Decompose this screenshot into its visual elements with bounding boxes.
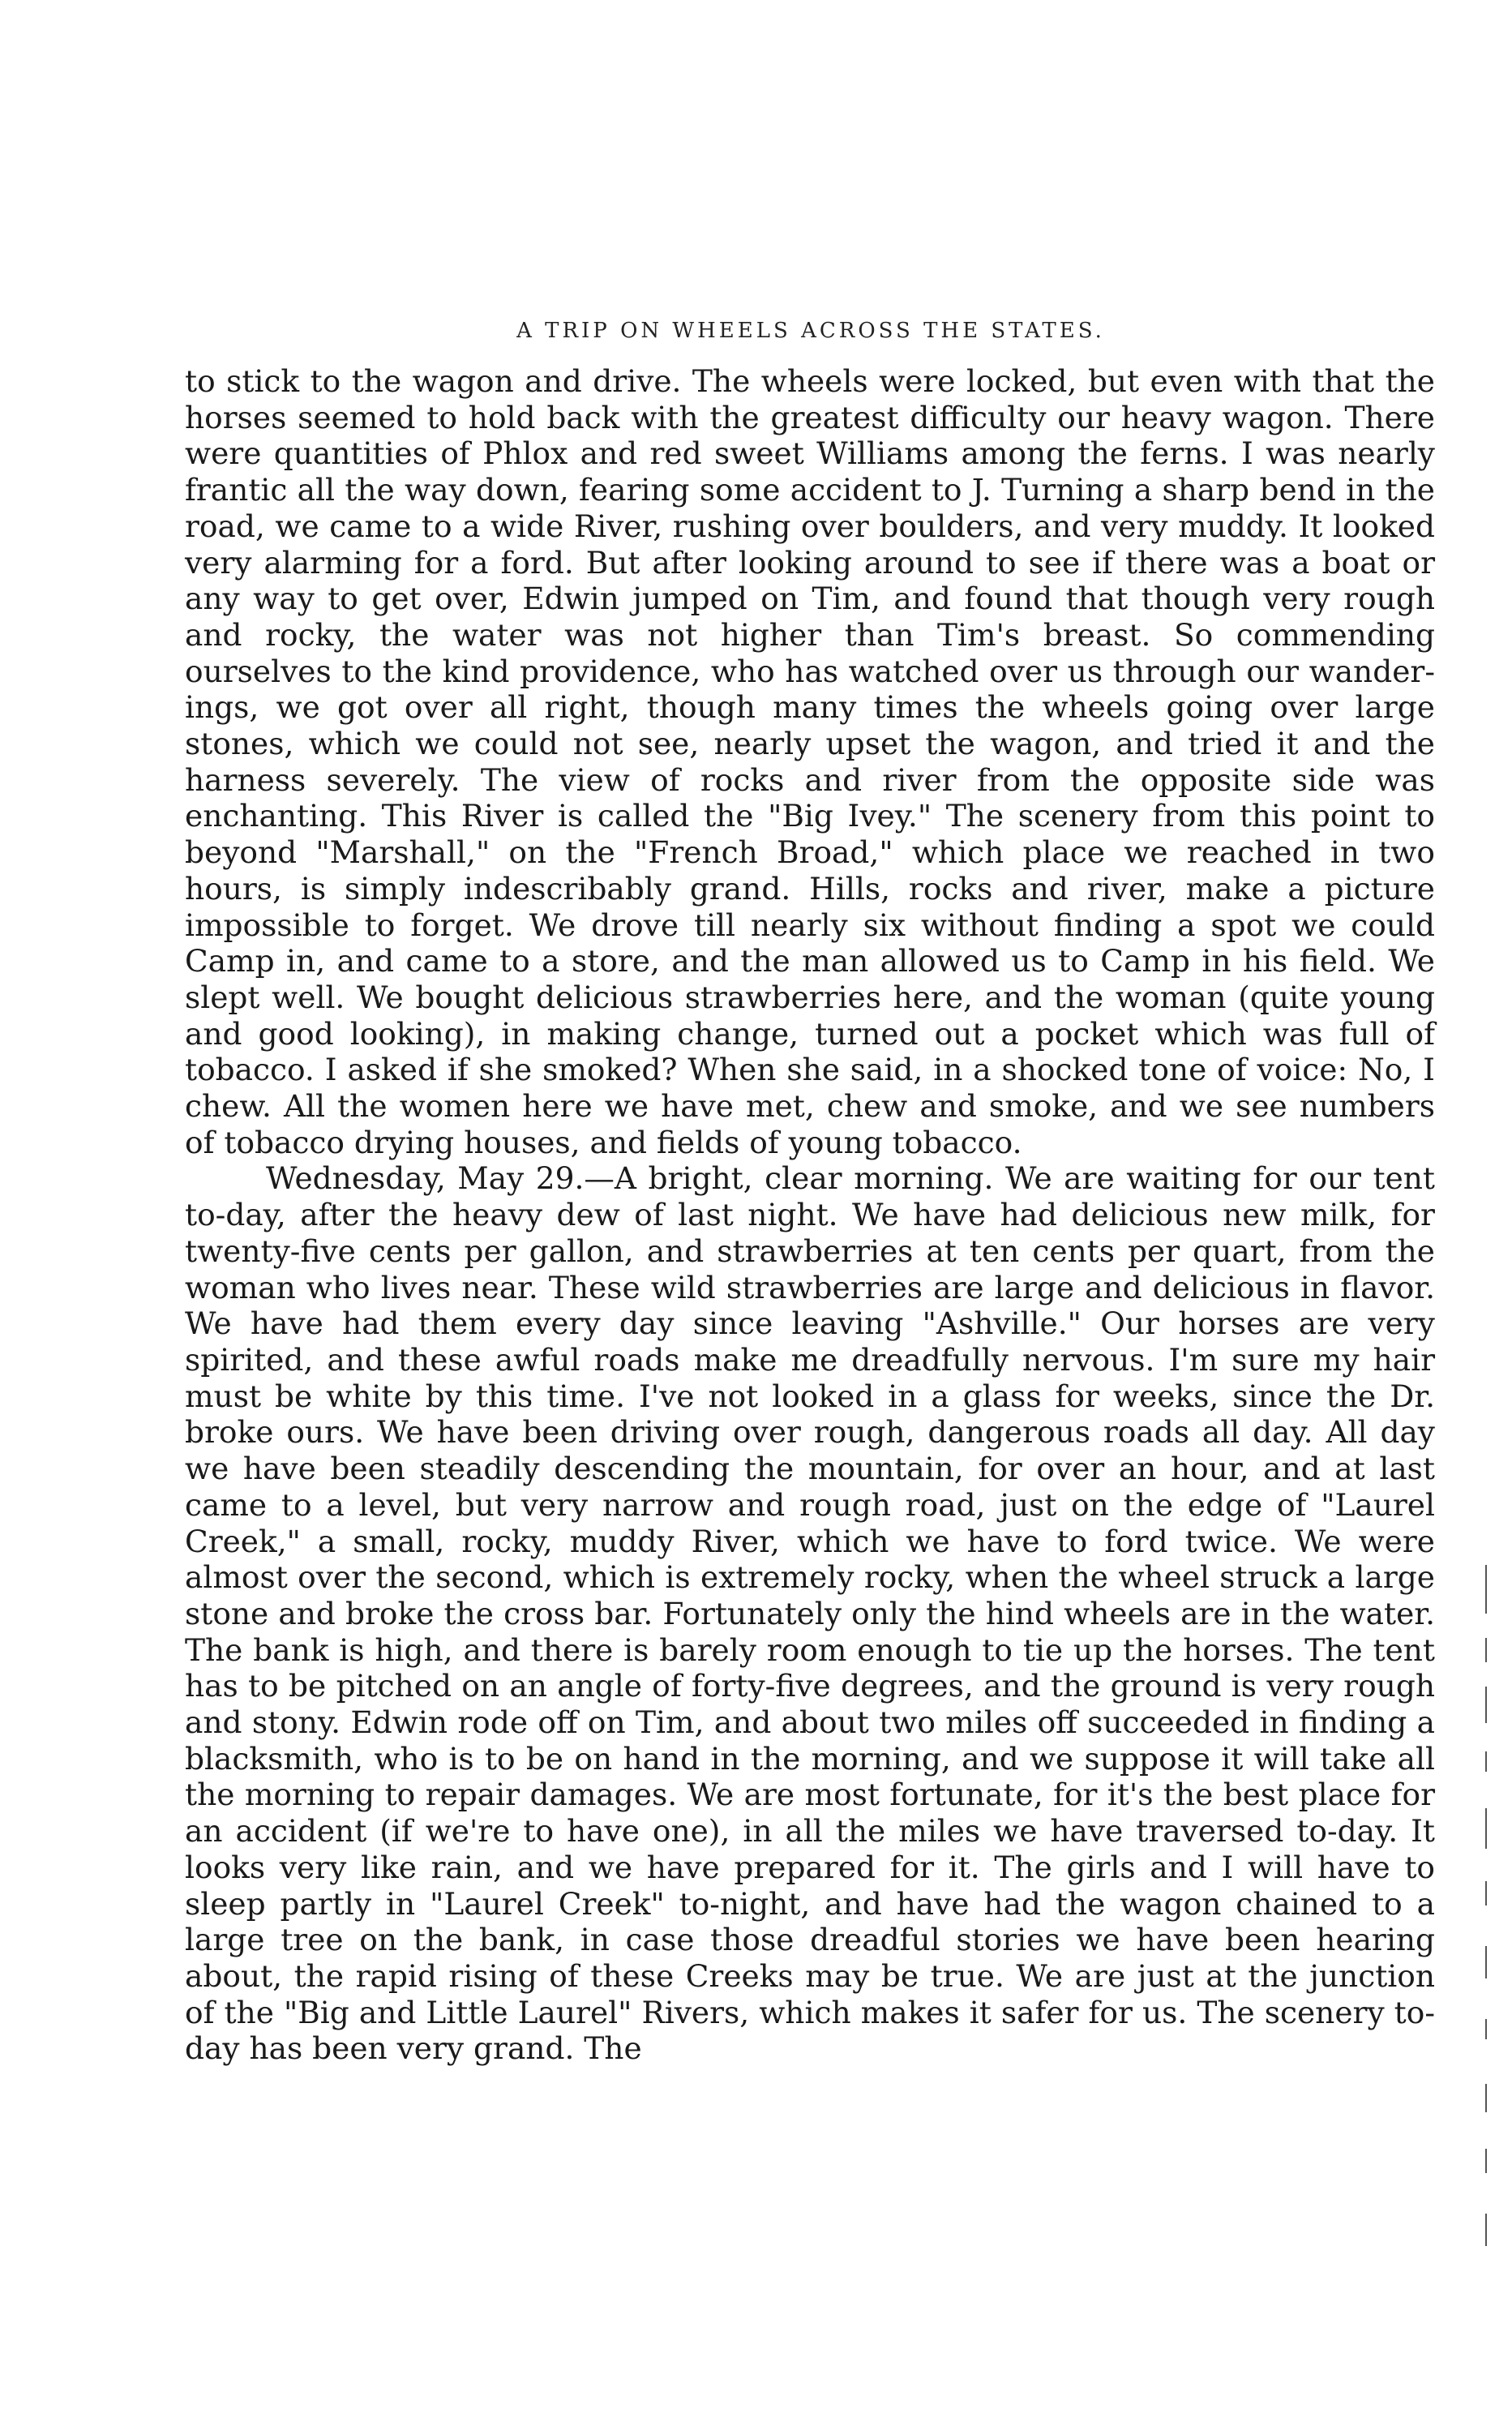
body-text	[185, 363, 1435, 2067]
paragraph-diary-entry: Wednesday, May 29.—A bright, clear morning. We are waiting for our tent to-day, after the heavy dew of last night. We have had delicious new milk, for twenty-five cents per gallon, and strawberries at ten cents per quart, from the woman who lives near. These wild strawberries are large and delicious in flavor. We have had them every day since leaving "Ashville." Our horses are very spirited, and these awful roads make me dreadfully nervous. I'm sure my hair must be white by this time. I've not looked in a glass for weeks, since the Dr. broke ours. We have been driving over rough, dangerous roads all day. All day we have been steadily descending the mountain, for over an hour, and at last came to a level, but very narrow and rough road, just on the edge of "Laurel Creek," a small, rocky, muddy River, which we have to ford twice. We were almost over the second, which is extremely rocky, when the wheel struck a large stone and broke the cross bar. Fortunately only the hind wheels are in the water. The bank is high, and there is barely room enough to tie up the horses. The tent has to be pitched on an angle of forty-five degrees, and the ground is very rough and stony. Edwin rode off on Tim, and about two miles off succeeded in finding a blacksmith, who is to be on hand in the morning, and we suppose it will take all the morning to repair damages. We are most fortunate, for it's the best place for an accident (if we're to have one), in all the miles we have traversed to-day. It looks very like rain, and we have prepared for it. The girls and I will have to sleep partly in "Laurel Creek" to-night, and have had the wagon chained to a large tree on the bank, in case those dreadful stories we have been hearing about, the rapid rising of these Creeks may be true. We are just at the junction of the "Big and Little Laurel" Rivers, which makes it safer for us. The scenery to-day has been very grand. The	[185, 1160, 1435, 2067]
paragraph-continued: to stick to the wagon and drive. The wheels were locked, but even with that the horses seemed to hold back with the greatest difficulty our heavy wagon. There were quantities of Phlox and red sweet Williams among the ferns. I was nearly frantic all the way down, fearing some accident to J. Turning a sharp bend in the road, we came to a wide River, rushing over boulders, and very muddy. It looked very alarming for a ford. But after looking around to see if there was a boat or any way to get over, Edwin jumped on Tim, and found that though very rough and rocky, the water was not higher than Tim's breast. So commending ourselves to the kind providence, who has watched over us through our wanderings, we got over all right, though many times the wheels going over large stones, which we could not see, nearly upset the wagon, and tried it and the harness severely. The view of rocks and river from the opposite side was enchanting. This River is called the "Big Ivey." The scenery from this point to beyond "Marshall," on the "French Broad," which place we reached in two hours, is simply indescribably grand. Hills, rocks and river, make a picture impossible to forget. We drove till nearly six without finding a spot we could Camp in, and came to a store, and the man allowed us to Camp in his field. We slept well. We bought delicious strawberries here, and the woman (quite young and good looking), in making change, turned out a pocket which was full of tobacco. I asked if she smoked? When she said, in a shocked tone of voice: No, I chew. All the women here we have met, chew and smoke, and we see numbers of tobacco drying houses, and fields of young tobacco.	[185, 363, 1435, 1160]
scan-edge-marks	[1485, 1565, 1488, 2295]
running-head: A TRIP ON WHEELS ACROSS THE STATES.	[516, 319, 1105, 343]
